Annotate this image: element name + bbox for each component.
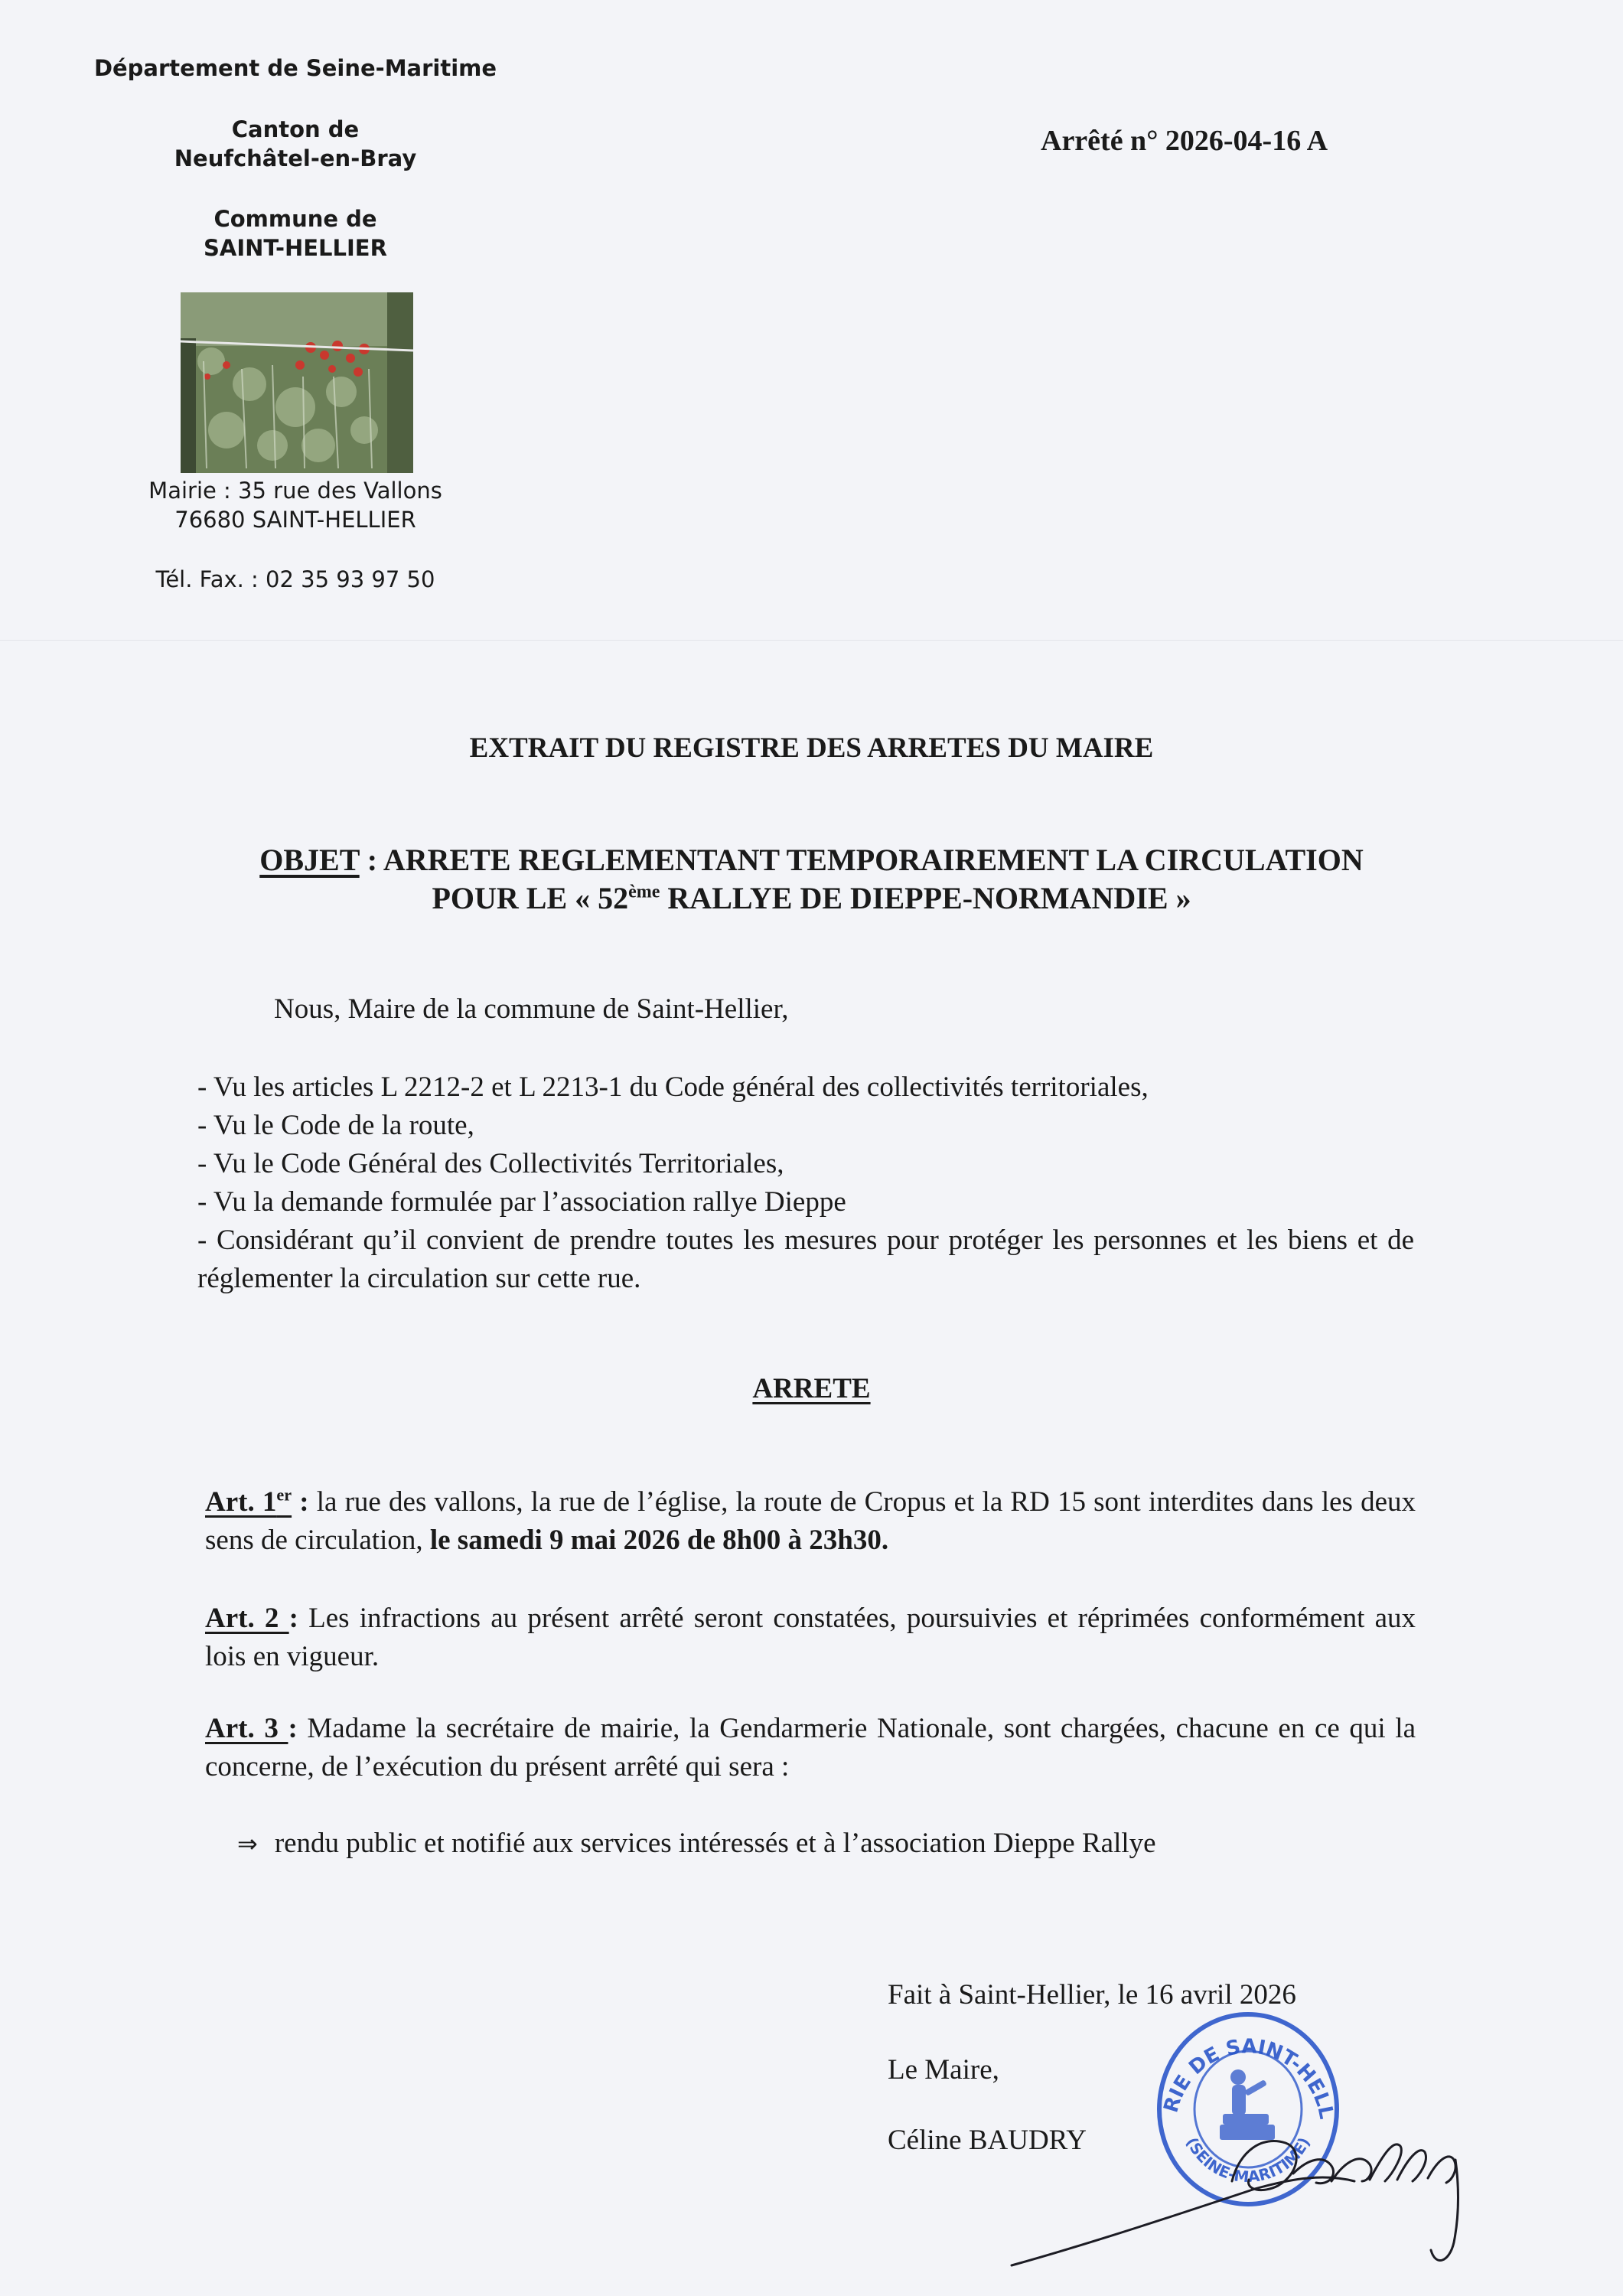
stamp-text-top: RIE DE SAINT-HELL	[1159, 2035, 1338, 2122]
article-1-text: la rue des vallons, la rue de l’église, la route de Cropus et la RD 15 sont interdites dans les deux sens de circulation,	[205, 1486, 1416, 1556]
signer-role: Le Maire,	[888, 2054, 999, 2086]
register-title: EXTRAIT DU REGISTRE DES ARRETES DU MAIRE	[469, 732, 1154, 764]
consideration-item: - Considérant qu’il convient de prendre toutes les mesures pour protéger les personnes et les biens et de réglementer la circulation sur cette rue.	[197, 1225, 1414, 1294]
commune-line1: Commune de	[213, 206, 377, 232]
article-2-label: Art. 2	[205, 1603, 289, 1634]
arrete-number: Arrêté n° 2026-04-16 A	[1041, 125, 1328, 157]
article-3-sep: :	[288, 1713, 308, 1744]
objet-line2	[0, 880, 1623, 916]
consideration-item: - Vu le Code de la route,	[197, 1110, 474, 1141]
canton-line1: Canton de	[231, 116, 360, 142]
village-photo	[181, 292, 413, 473]
article-1	[205, 1483, 1416, 1560]
commune-line2: SAINT-HELLIER	[204, 235, 387, 261]
canton-line2: Neufchâtel-en-Bray	[174, 145, 417, 171]
article-1-sep: :	[292, 1486, 317, 1518]
objet-sep: :	[359, 843, 383, 877]
consideration-item: - Vu le Code Général des Collectivités Territoriales,	[197, 1148, 784, 1179]
article-3	[205, 1710, 1416, 1786]
objet-line2-sup: ème	[628, 882, 660, 902]
article-3-label: Art. 3	[205, 1713, 288, 1744]
article-1-label: Art. 1er	[205, 1485, 292, 1518]
signer-name: Céline BAUDRY	[888, 2125, 1087, 2156]
department-label: Département de Seine-Maritime	[93, 55, 497, 81]
article-1-date: le samedi 9 mai 2026 de 8h00 à 23h30.	[429, 1525, 889, 1556]
objet-label: OBJET	[259, 843, 360, 877]
bullet-text: rendu public et notifié aux services intéressés et à l’association Dieppe Rallye	[274, 1828, 1156, 1859]
arrow-icon: ⇒	[237, 1829, 258, 1858]
considerations-list	[197, 1068, 1414, 1298]
address-line2: 76680 SAINT-HELLIER	[174, 507, 416, 533]
bullet-item	[237, 1825, 1156, 1863]
stamp-text-bottom: (SEINE-MARITIME)	[1182, 2134, 1314, 2187]
consideration-item: - Vu la demande formulée par l’association rallye Dieppe	[197, 1186, 846, 1218]
paper-fold-line	[0, 640, 1623, 641]
objet-line2-pre: POUR LE « 52	[432, 881, 629, 915]
article-2	[205, 1600, 1416, 1676]
handwritten-signature	[1002, 2066, 1477, 2281]
objet-line1	[0, 842, 1623, 878]
consideration-item: - Vu les articles L 2212-2 et L 2213-1 du Code général des collectivités territoriales,	[197, 1071, 1149, 1103]
phone-fax: Tél. Fax. : 02 35 93 97 50	[155, 566, 435, 592]
objet-line2-post: RALLYE DE DIEPPE-NORMANDIE »	[660, 881, 1191, 915]
article-2-sep: :	[288, 1603, 309, 1634]
article-3-text: Madame la secrétaire de mairie, la Gendarmerie Nationale, sont chargées, chacune en ce qui la concerne, de l’exécution du présent arrêté qui sera :	[205, 1713, 1416, 1782]
decision-heading: ARRETE	[752, 1373, 871, 1404]
article-2-text: Les infractions au présent arrêté seront constatées, poursuivies et réprimées conformément aux lois en vigueur.	[205, 1603, 1416, 1672]
objet-text-line1: ARRETE REGLEMENTANT TEMPORAIREMENT LA CIRCULATION	[383, 843, 1364, 877]
address-line1: Mairie : 35 rue des Vallons	[148, 478, 442, 504]
place-date: Fait à Saint-Hellier, le 16 avril 2026	[888, 1979, 1296, 2011]
intro-text: Nous, Maire de la commune de Saint-Hellier,	[274, 993, 789, 1025]
